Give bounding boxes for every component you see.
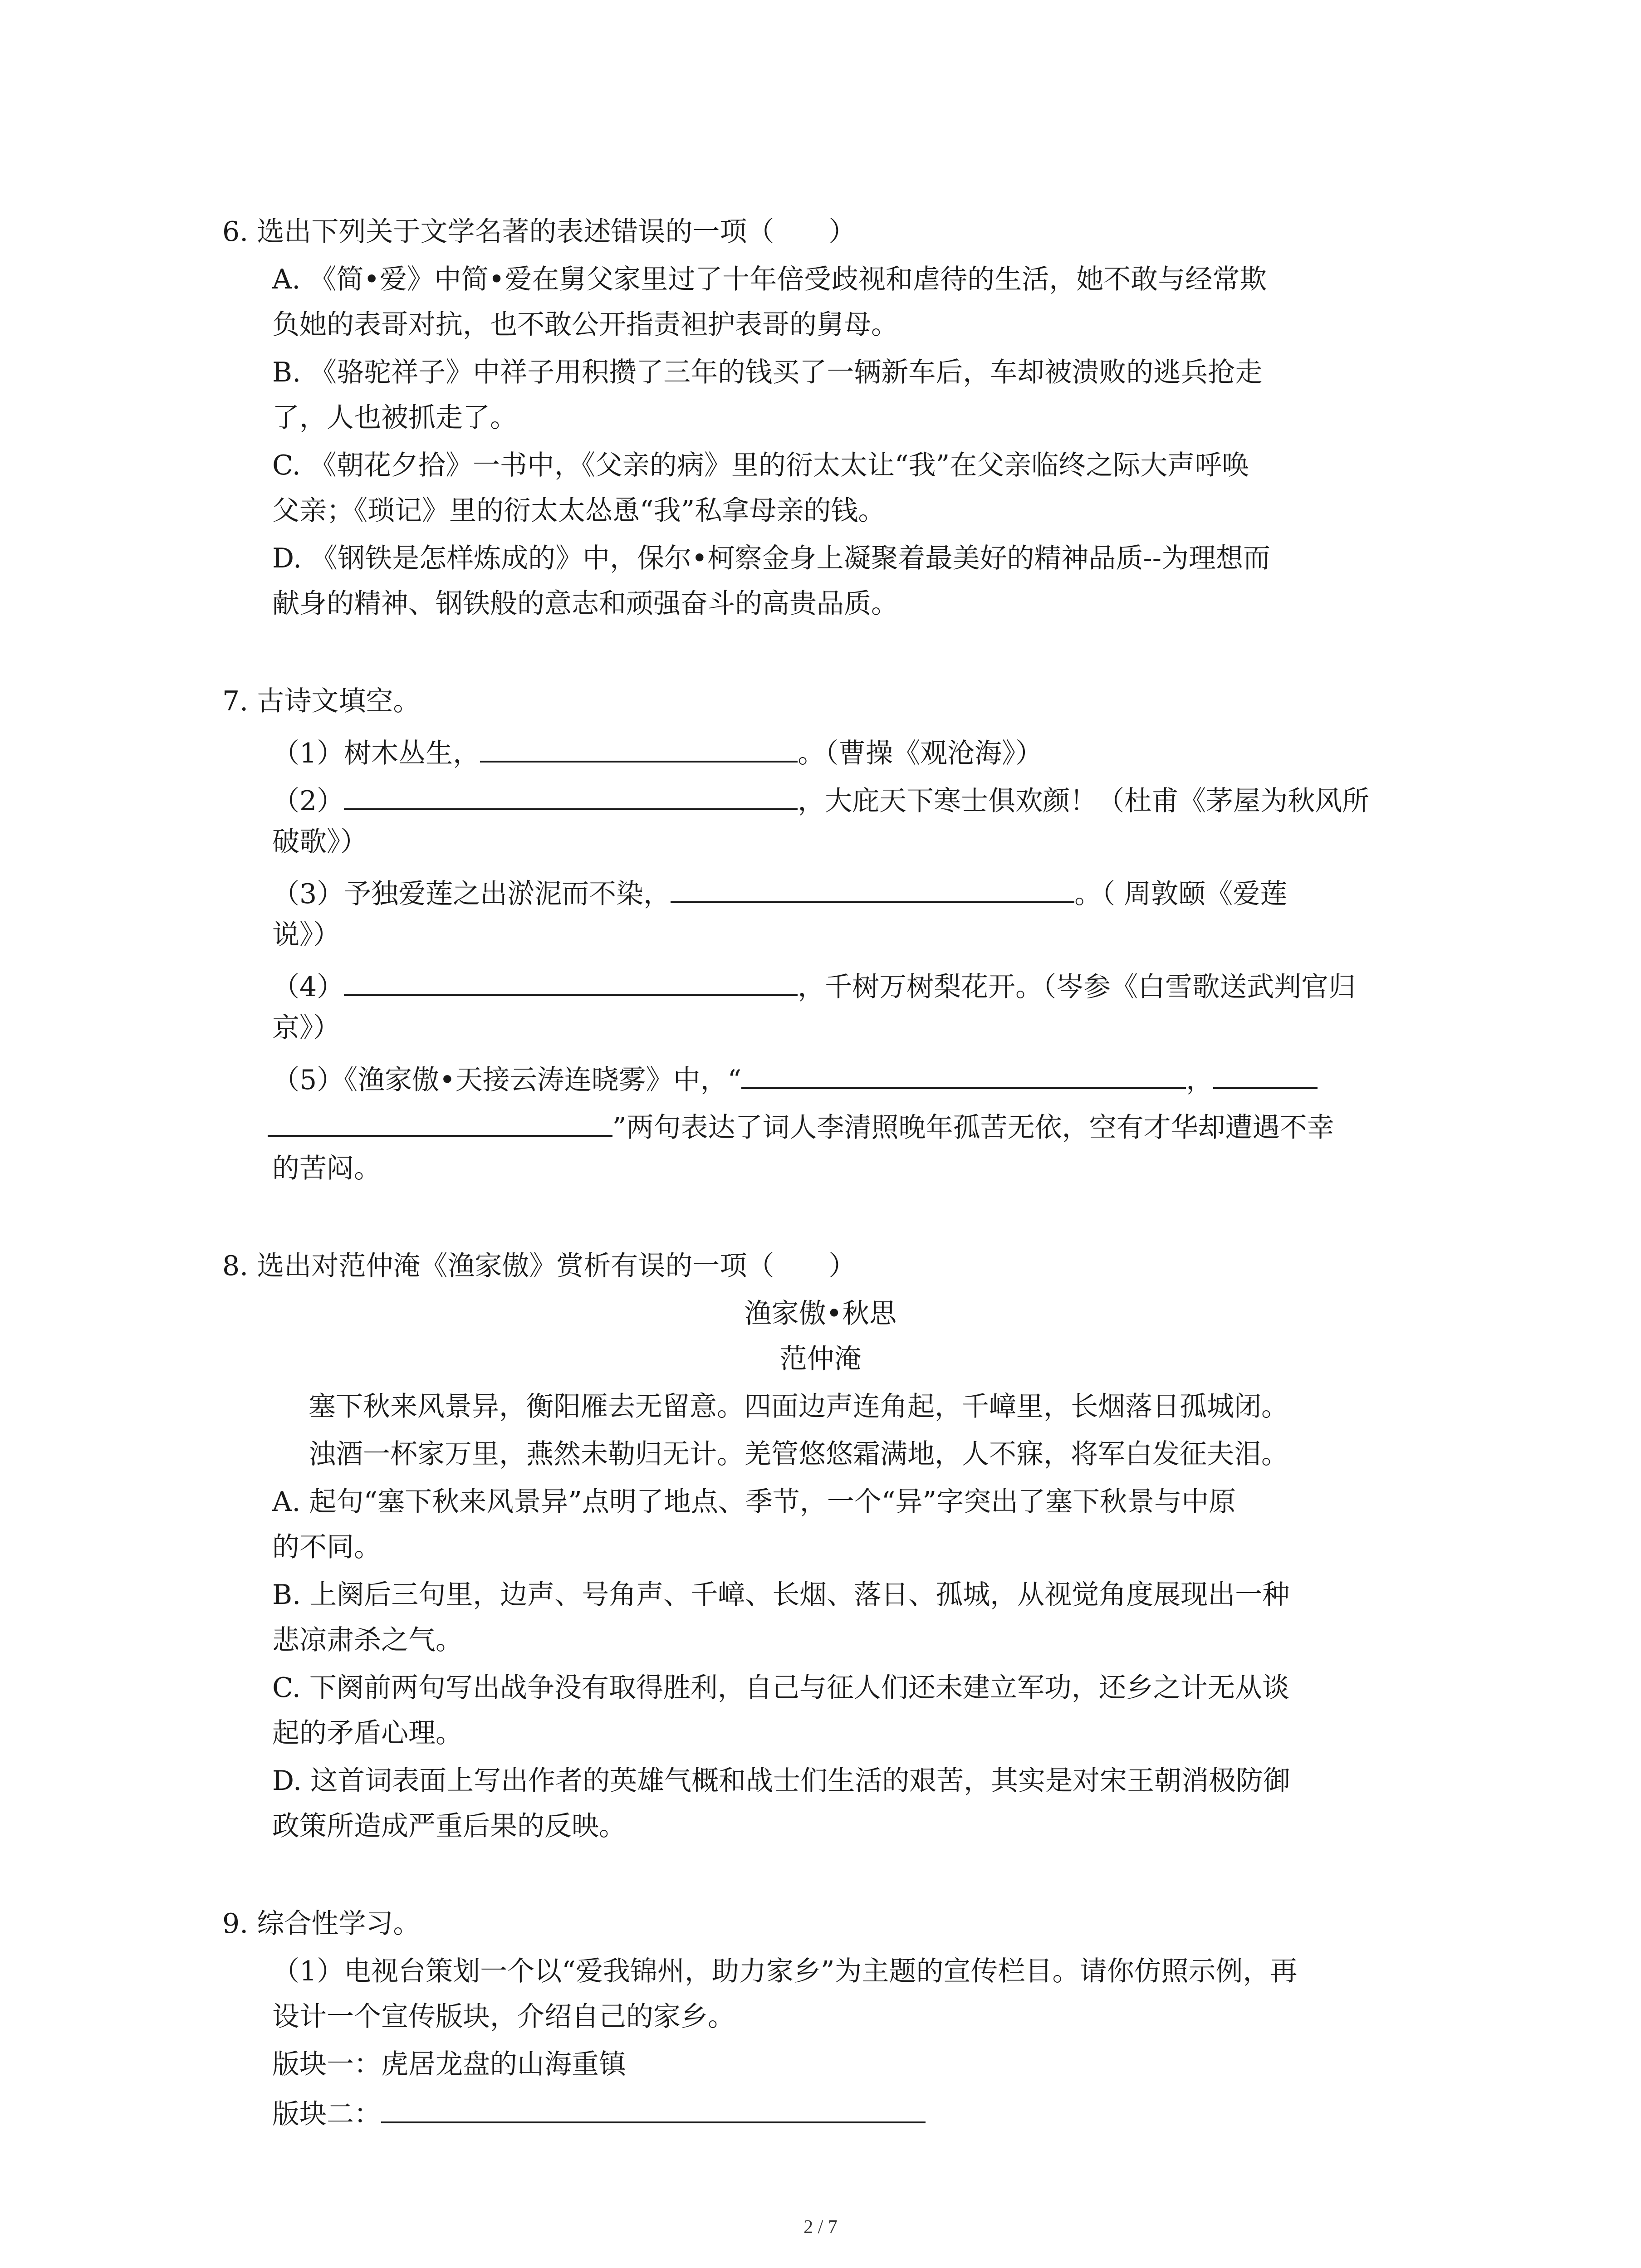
- q6-option-a-line1: A. 《简•爱》中简•爱在舅父家里过了十年倍受歧视和虐待的生活，她不敢与经常欺: [272, 264, 1267, 295]
- q6-option-c-line2: 父亲；《琐记》里的衍太太怂恿“我”私拿母亲的钱。: [272, 495, 886, 527]
- q9-stem: 9. 综合性学习。: [222, 1908, 421, 1940]
- q8-option-d-line2: 政策所造成严重后果的反映。: [272, 1810, 626, 1842]
- q7-item3-source: 。（ 周敦颐《爱莲: [1074, 878, 1288, 910]
- q7-item1-source: 。（曹操《观沧海》）: [798, 738, 1043, 769]
- q9-block2: [272, 2093, 926, 2131]
- q9-prompt-line1: （1）电视台策划一个以“爱我锦州，助力家乡”为主题的宣传栏目。请你仿照示例，再: [272, 1955, 1298, 1987]
- page-number: 2 / 7: [803, 2217, 838, 2238]
- q7-item5-blank1[interactable]: [741, 1059, 1186, 1089]
- q7-item3-text: （3）予独爱莲之出淤泥而不染，: [272, 878, 671, 910]
- q6-option-d-line2: 献身的精神、钢铁般的意志和顽强奋斗的高贵品质。: [272, 588, 898, 620]
- q7-item4-text: ，千树万树梨花开。（岑参《白雪歌送武判官归: [798, 971, 1356, 1003]
- q9-block1: 版块一：虎居龙盘的山海重镇: [272, 2048, 626, 2080]
- q8-option-c-line1: C. 下阕前两句写出战争没有取得胜利，自己与征人们还未建立军功，还乡之计无从谈: [272, 1672, 1289, 1704]
- q7-item4-blank[interactable]: [344, 966, 798, 996]
- q8-option-a-line2: 的不同。: [272, 1531, 381, 1563]
- q7-item3-line2: 说》）: [272, 919, 340, 951]
- q8-option-d-line1: D. 这首词表面上写出作者的英雄气概和战士们生活的艰苦，其实是对宋王朝消极防御: [272, 1765, 1291, 1797]
- q7-item2: [272, 780, 1369, 817]
- q7-item5-text: （5）《渔家傲•天接云涛连晓雾》中，“: [272, 1064, 742, 1096]
- q9-block2-blank[interactable]: [381, 2093, 926, 2123]
- q7-item1-text: （1）树木丛生，: [272, 738, 480, 769]
- q7-item5-line2: [268, 1107, 1334, 1144]
- q6-option-a-line2: 负她的表哥对抗，也不敢公开指责袒护表哥的舅母。: [272, 309, 898, 341]
- q7-item3-blank[interactable]: [671, 873, 1074, 903]
- q7-item4-line2: 京》）: [272, 1012, 340, 1044]
- q7-item5-text2: ”两句表达了词人李清照晚年孤苦无依，空有才华却遭遇不幸: [612, 1112, 1334, 1144]
- q7-item5-blank2-end[interactable]: [268, 1107, 612, 1137]
- q7-stem: 7. 古诗文填空。: [222, 685, 421, 717]
- q6-option-b-line1: B. 《骆驼祥子》中祥子用积攒了三年的钱买了一辆新车后，车却被溃败的逃兵抢走: [272, 357, 1263, 388]
- q6-option-c-line1: C. 《朝花夕拾》一书中，《父亲的病》里的衍太太让“我”在父亲临终之际大声呼唤: [272, 450, 1249, 481]
- q7-item2-text: ，大庇天下寒士俱欢颜！（杜甫《茅屋为秋风所: [798, 785, 1370, 817]
- poem-title: 渔家傲•秋思: [744, 1298, 897, 1330]
- q7-item4-label: （4）: [272, 971, 344, 1003]
- q6-option-b-line2: 了，人也被抓走了。: [272, 402, 517, 434]
- q7-item5-line3: 的苦闷。: [272, 1153, 381, 1184]
- poem-line2: 浊酒一杯家万里，燕然未勒归无计。羌管悠悠霜满地，人不寐，将军白发征夫泪。: [309, 1438, 1288, 1470]
- q7-item5: [272, 1059, 1318, 1096]
- poem-line1: 塞下秋来风景异，衡阳雁去无留意。四面边声连角起，千嶂里，长烟落日孤城闭。: [309, 1391, 1288, 1422]
- q7-item4: [272, 966, 1356, 1003]
- poem-author: 范仲淹: [779, 1343, 862, 1375]
- q7-item3: [272, 873, 1287, 910]
- q8-option-a-line1: A. 起句“塞下秋来风景异”点明了地点、季节，一个“异”字突出了塞下秋景与中原: [272, 1486, 1236, 1518]
- q8-option-b-line1: B. 上阕后三句里，边声、号角声、千嶂、长烟、落日、孤城，从视觉角度展现出一种: [272, 1579, 1290, 1611]
- q7-item5-comma: ，: [1186, 1064, 1214, 1096]
- q8-option-c-line2: 起的矛盾心理。: [272, 1717, 463, 1749]
- q9-block2-label: 版块二：: [272, 2098, 381, 2130]
- q7-item1-blank[interactable]: [480, 733, 798, 763]
- q7-item5-blank2-start[interactable]: [1213, 1059, 1318, 1089]
- q6-stem: 6. 选出下列关于文学名著的表述错误的一项（ ）: [222, 216, 856, 248]
- q7-item2-line2: 破歌》）: [272, 826, 367, 858]
- q7-item2-blank[interactable]: [344, 780, 798, 810]
- q8-option-b-line2: 悲凉肃杀之气。: [272, 1624, 463, 1656]
- q6-option-d-line1: D. 《钢铁是怎样炼成的》中，保尔•柯察金身上凝聚着最美好的精神品质--为理想而: [272, 543, 1271, 574]
- q7-item1: [272, 733, 1043, 770]
- q7-item2-label: （2）: [272, 785, 344, 817]
- q9-prompt-line2: 设计一个宣传版块，介绍自己的家乡。: [272, 2001, 735, 2033]
- q8-stem: 8. 选出对范仲淹《渔家傲》赏析有误的一项（ ）: [222, 1250, 856, 1282]
